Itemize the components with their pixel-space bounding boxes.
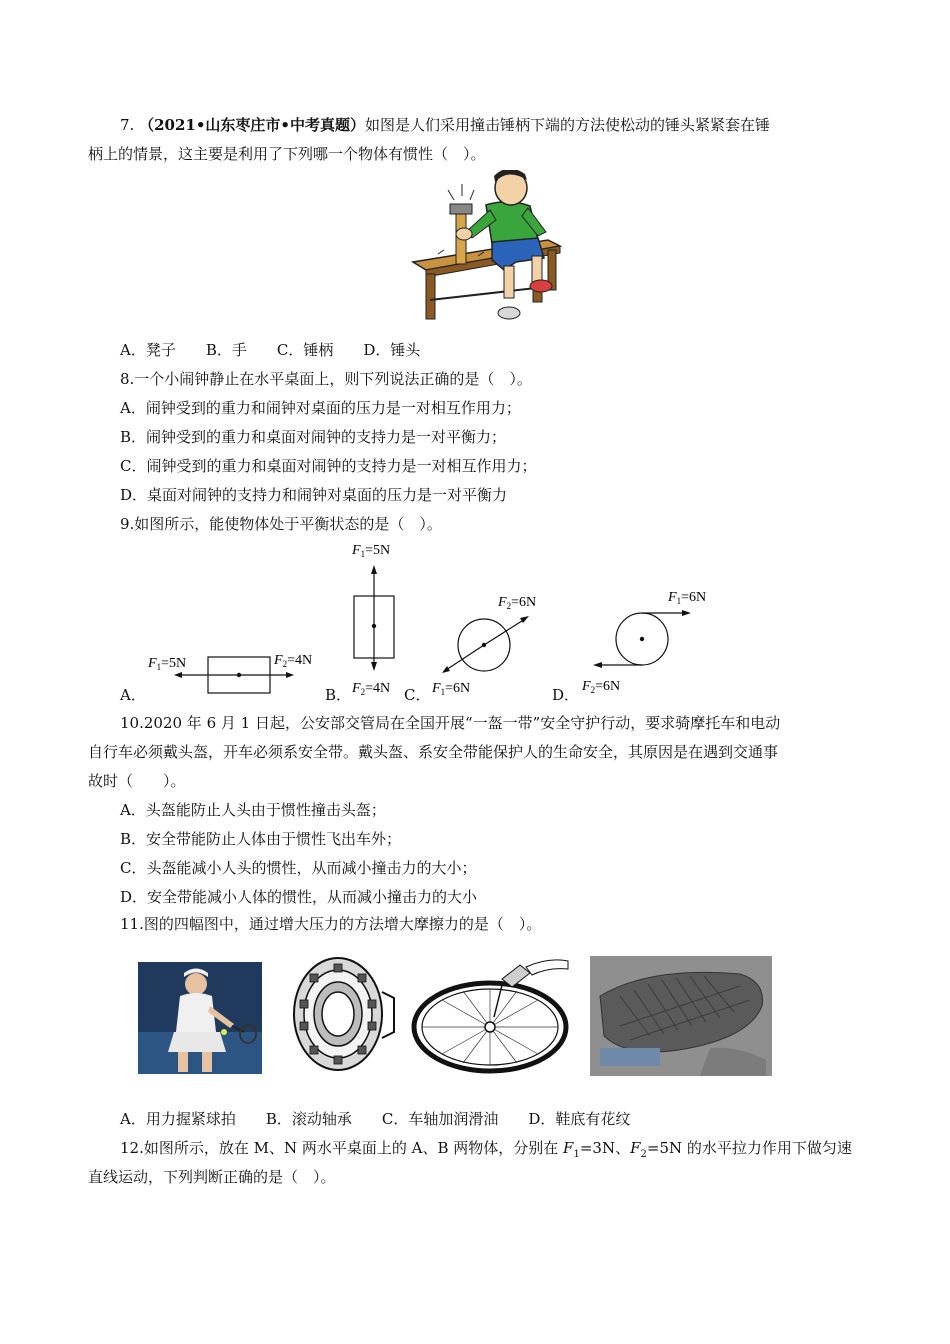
q12-f2-sub: 2 bbox=[640, 1149, 647, 1160]
q12-f1-sub: 1 bbox=[573, 1149, 580, 1160]
q10-option-c: C．头盔能减小人头的惯性，从而减小撞击力的大小； bbox=[120, 859, 477, 877]
q9b-arrow-up bbox=[371, 565, 377, 574]
q9d-f2-label: $F_2=6N$ bbox=[582, 679, 621, 695]
q9a-arrow-left bbox=[174, 672, 182, 678]
q9d-arrow-left bbox=[593, 662, 602, 668]
q9a-arrow-right bbox=[286, 672, 294, 678]
q9c-f1-label: $F_1=6N$ bbox=[432, 681, 471, 697]
q7-options: A．凳子 B．手 C．锤柄 D．锤头 bbox=[120, 341, 421, 359]
q9-figure-d bbox=[576, 583, 726, 698]
q7-line-1 bbox=[120, 115, 770, 135]
q12-f2-val: =5N 的水平拉力作用下做匀速 bbox=[646, 1139, 852, 1157]
q7-text-2: 柄上的情景，这主要是利用了下列哪一个物体有惯性（ ）。 bbox=[88, 145, 486, 163]
q10-option-a: A．头盔能防止人头由于惯性撞击头盔； bbox=[120, 801, 386, 819]
q12-text-a: 12.如图所示，放在 M、N 两水平桌面上的 A、B 两物体，分别在 bbox=[120, 1139, 564, 1157]
q9-label-b: B． bbox=[325, 686, 352, 704]
q9b-f2-label: $F_2=4N$ bbox=[352, 681, 391, 697]
q9d-f1-label: $F_1=6N$ bbox=[668, 590, 707, 606]
q9c-f2-label: $F_2=6N$ bbox=[498, 595, 537, 611]
q9b-arrow-down bbox=[371, 662, 377, 671]
roller-bearing-drawing bbox=[288, 952, 396, 1076]
q9c-arrow-down-left bbox=[442, 666, 450, 673]
q10-option-b: B．安全带能防止人体由于惯性飞出车外； bbox=[120, 830, 402, 848]
q9a-f1-label: $F_1=5N$ bbox=[148, 656, 187, 672]
q9a-f2-label: $F_2=4N$ bbox=[274, 653, 313, 669]
q9d-arrow-right bbox=[682, 610, 691, 616]
q12-f2: F bbox=[630, 1139, 641, 1157]
tennis-player-photo bbox=[138, 962, 262, 1074]
q8-stem: 8.一个小闹钟静止在水平桌面上，则下列说法正确的是（ ）。 bbox=[120, 370, 532, 388]
q11-stem: 11.图的四幅图中，通过增大压力的方法增大摩擦力的是（ ）。 bbox=[120, 915, 542, 933]
q12-f1-val: =3N、 bbox=[579, 1139, 631, 1157]
q10-line-3: 故时（ ）。 bbox=[88, 772, 186, 790]
q12-f1: F bbox=[563, 1139, 574, 1157]
q9-label-c: C． bbox=[404, 686, 431, 704]
hammer-man-illustration bbox=[408, 170, 568, 325]
q9-figure-c bbox=[426, 588, 556, 698]
q10-line-1: 10.2020 年 6 月 1 日起，公安部交管局在全国开展“一盔一带”安全守护行动，要求骑摩托车和电动 bbox=[120, 714, 781, 732]
shoe-sole-photo bbox=[590, 956, 772, 1076]
q7-text-1: 如图是人们采用撞击锤柄下端的方法使松动的锤头紧紧套在锤 bbox=[365, 116, 771, 134]
q8-option-c: C．闹钟受到的重力和桌面对闹钟的支持力是一对相互作用力； bbox=[120, 457, 537, 475]
q11-options: A．用力握紧球拍 B．滚动轴承 C．车轴加润滑油 D．鞋底有花纹 bbox=[120, 1110, 631, 1128]
q8-option-d: D．桌面对闹钟的支持力和闹钟对桌面的压力是一对平衡力 bbox=[120, 486, 508, 504]
q10-line-2: 自行车必须戴头盔，开车必须系安全带。戴头盔、系安全带能保护人的生命安全，其原因是在遇到交通事 bbox=[88, 743, 779, 761]
bicycle-wheel-oiling-drawing bbox=[408, 955, 573, 1077]
q9-figure-a bbox=[140, 640, 330, 700]
q9-figure-b bbox=[340, 538, 420, 698]
q8-option-b: B．闹钟受到的重力和桌面对闹钟的支持力是一对平衡力； bbox=[120, 428, 507, 446]
q9-label-a: A． bbox=[120, 686, 146, 704]
q7-source: （2021•山东枣庄市•中考真题） bbox=[139, 116, 366, 134]
q9-label-d: D． bbox=[552, 686, 580, 704]
q12-line-1 bbox=[120, 1138, 852, 1165]
q10-option-d: D．安全带能减小人体的惯性，从而减小撞击力的大小 bbox=[120, 888, 478, 906]
q9b-f1-label: $F_1=5N$ bbox=[352, 543, 391, 559]
q9-stem: 9.如图所示，能使物体处于平衡状态的是（ ）。 bbox=[120, 515, 442, 533]
q7-number: 7. bbox=[120, 116, 135, 134]
q8-option-a: A．闹钟受到的重力和闹钟对桌面的压力是一对相互作用力； bbox=[120, 399, 521, 417]
q12-line-2: 直线运动，下列判断正确的是（ ）。 bbox=[88, 1168, 336, 1186]
q9d-center-dot bbox=[640, 637, 644, 641]
